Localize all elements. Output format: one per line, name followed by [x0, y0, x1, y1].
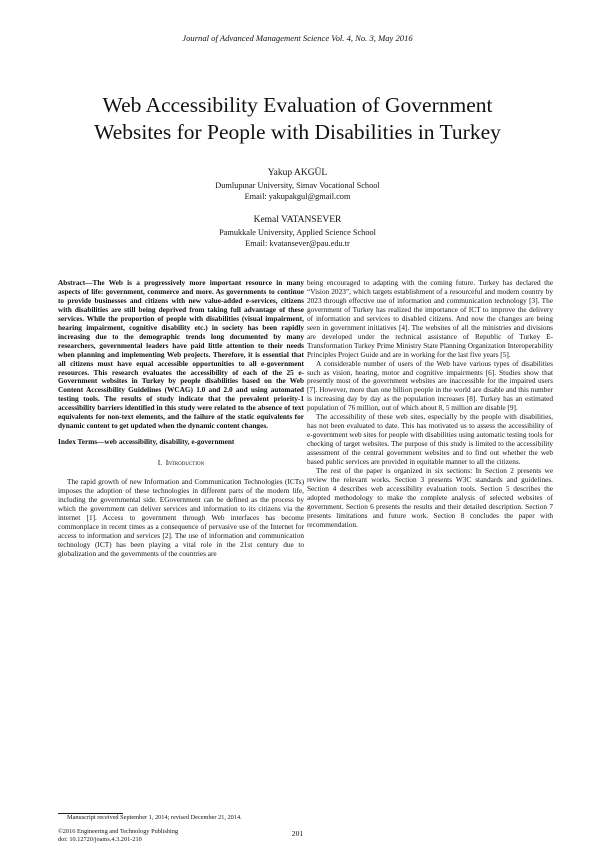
author-block-1	[0, 167, 595, 202]
title-line-2: Websites for People with Disabilities in Turkey	[94, 120, 501, 144]
section-heading	[58, 459, 304, 468]
paper-title	[40, 92, 555, 146]
author-block-2	[0, 214, 595, 249]
author-email: Email: kvatansever@pau.edu.tr	[245, 239, 350, 248]
author-name: Kemal VATANSEVER	[253, 215, 342, 225]
author-affiliation: Dumlupınar University, Simav Vocational School	[215, 181, 380, 190]
author-affiliation: Pamukkale University, Applied Science School	[219, 228, 376, 237]
copyright-line: ©2016 Engineering and Technology Publishing	[58, 828, 179, 835]
footnote: Manuscript received September 1, 2014; revised December 21, 2014.	[67, 814, 242, 821]
body-paragraph: being encouraged to adapting with the coming future. Turkey has declared the “Vision 2023”, which targets establishment of a resourceful and modern country by 2023 through effective use of information and communication technology [3]. The government of Turkey has realized the importance of ICT to improve the delivery of information and services to disabled citizens. And now the changes are being seen in government initiatives [4]. The websites of all the ministries and divisions are developed under the technical assistance of Republic of Turkey E-Transformation Turkey Prime Ministry State Planning Organization Interoperability Principles Project Guide and are in working for the last five years [5].	[307, 278, 553, 359]
doi-line: doi: 10.12720/joams.4.3.201-210	[58, 836, 142, 843]
body-paragraph: A considerable number of users of the Web have various types of disabilities such as vision, hearing, motor and cognitive impairments [6]. Studies show that presently most of the government websites are inaccessible for the impaired users [7]. However, more than one billion people in the world are disable and this number is increasing day by day as the population increases [8]. Turkey has an estimated population of 76 million, out of which about 8, 5 million are disable [9].	[307, 358, 553, 413]
page-number: 201	[291, 829, 304, 838]
section-number: I.	[157, 458, 163, 468]
body-paragraph: The rest of the paper is organized in six sections: In Section 2 presents we review the relevant works. Section 3 presents W3C standards and guidelines. Section 4 describes web accessibility evaluation tools. Section 5 describes the adopted methodology to make the complete analysis of selected websites of government. Section 6 presents the results and their detailed description. Section 7 presents limitations and future work. Section 8 concludes the paper with recommendation.	[307, 466, 553, 529]
right-column	[307, 279, 553, 530]
intro-paragraph: The rapid growth of new Information and Communication Technologies (ICTs) imposes the adoption of these technologies in different parts of the modern life, including the governmental side. EGovernment can be defined as the process by which the government can deliver services and information to its citizens via the internet [1]. Access to government through Web interfaces has become commonplace in recent times as a consequence of pervasive use of the Internet for access to information and services [2]. The use of information and communication technology (ICT) has been playing a vital role in the 21st century due to globalization and the governments of the countries are	[58, 477, 304, 558]
journal-header: Journal of Advanced Management Science Vol. 4, No. 3, May 2016	[182, 33, 413, 43]
index-terms: Index Terms—web accessibility, disability, e-government	[58, 437, 235, 447]
abstract: Abstract—The Web is a progressively more important resource in many aspects of life: government, commerce and more. As governments to continue to provide businesses and citizens with new value-added e-services, citizens with disabilities are still being deprived from taking full advantage of these services. While the proportion of people with disabilities (visual impairment, hearing impairment, cognitive disability etc.) in society has been rapidly increasing due to the demographic trends long documented by many researchers, governmental leaders have paid little attention to their needs when planning and implementing Web projects. Therefore, it is essential that all citizens must have equal accessible opportunities to all e-government resources. This research evaluates the accessibility of each of the 25 e-Government websites in Turkey by people disabilities based on the Web Content Accessibility Guidelines (WCAG) 1.0 and 2.0 and using automated testing tools. The results of study indicate that the prevalent priority-1 accessibility barriers identified in this study were related to the absence of text equivalents for non-text elements, and the failure of the static equivalents for dynamic content to get updated when the dynamic content changes.	[58, 278, 304, 431]
section-title: Introduction	[165, 458, 205, 468]
left-column	[58, 279, 304, 559]
author-name: Yakup AKGÜL	[267, 168, 328, 178]
title-line-1: Web Accessibility Evaluation of Government	[102, 93, 493, 117]
author-email: Email: yakupakgul@gmail.com	[244, 192, 351, 201]
body-paragraph: The accessibility of these web sites, especially by the people with disabilities, has not been evaluated to date. This has motivated us to assess the accessibility of e-government web sites for people with disabilities using automatic testing tools for checking of target websites. The purpose of this study is limited to the accessibility assessment of the central government websites and to find out whether the web based public services are provided in equitable manner to all the citizens.	[307, 412, 553, 467]
